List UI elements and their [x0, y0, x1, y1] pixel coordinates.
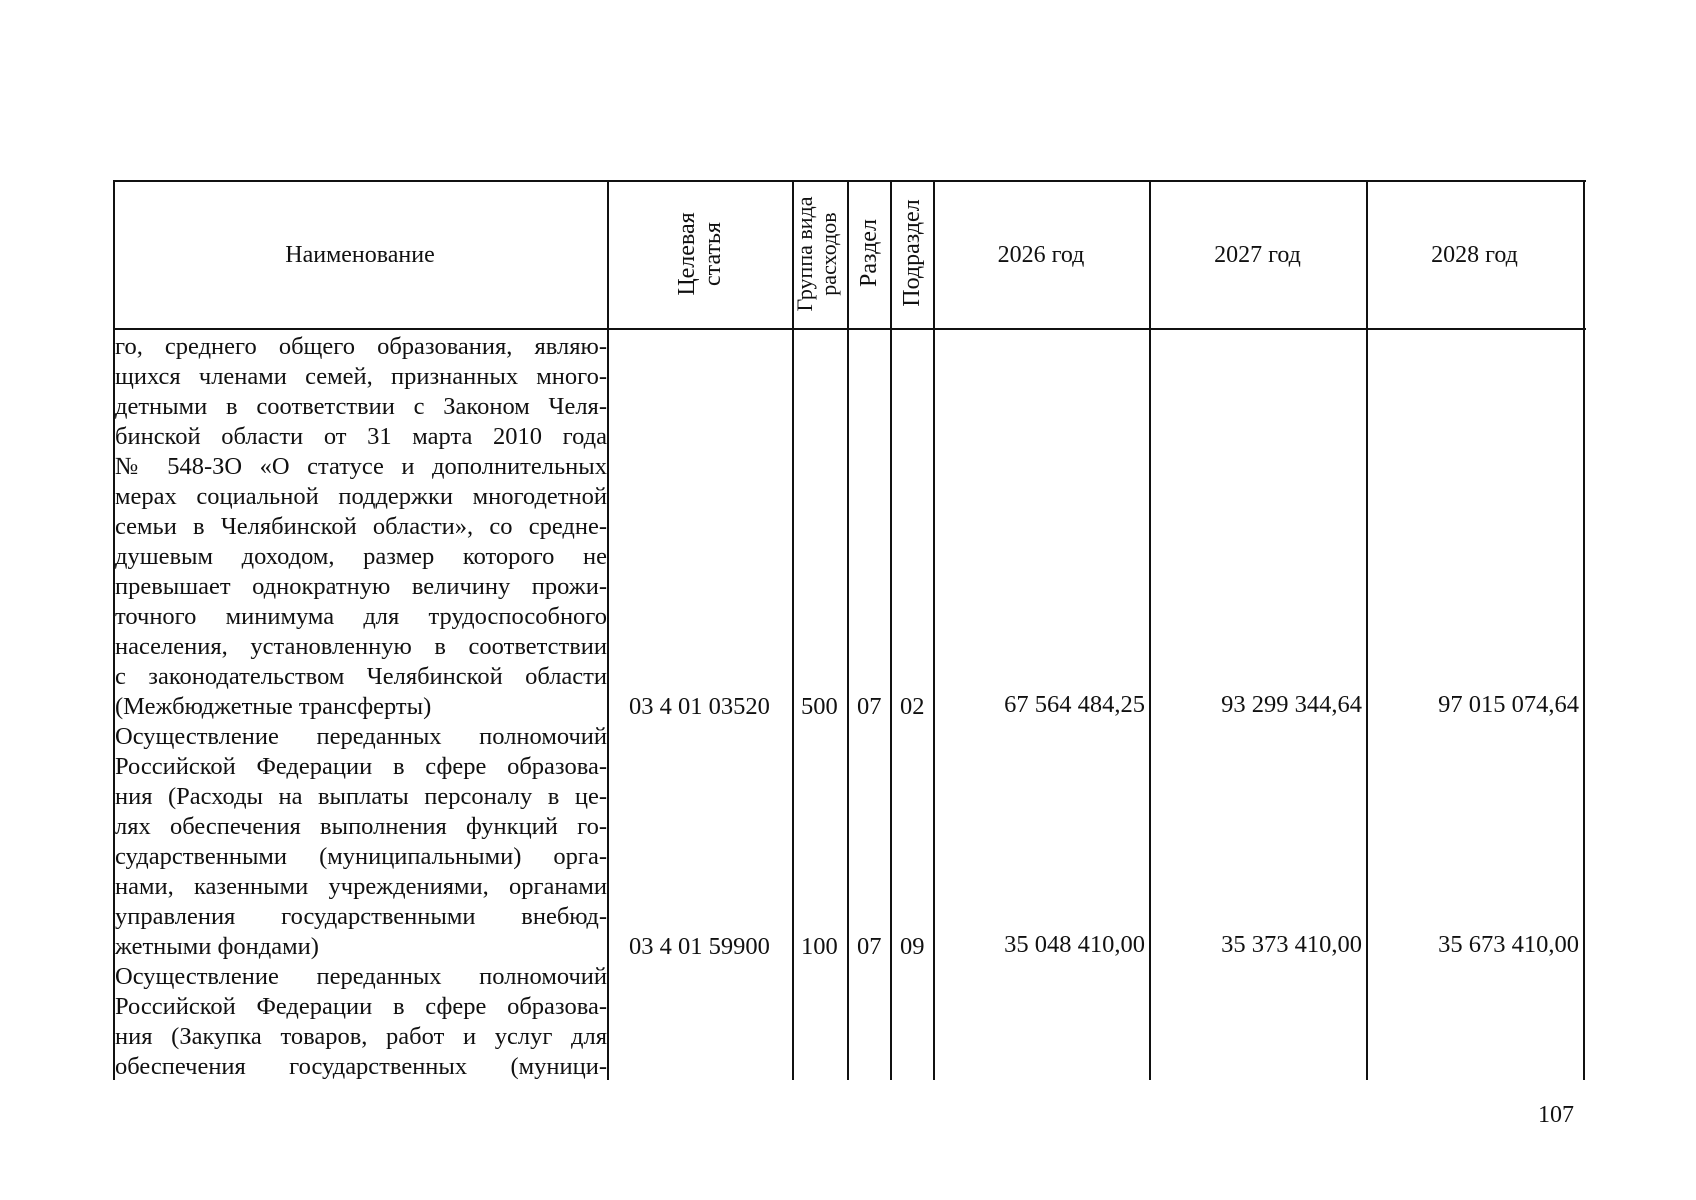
budget-table [113, 180, 1586, 1080]
row-3-name [115, 962, 607, 1082]
header-2027: 2027 год [1214, 242, 1301, 268]
row-1-line: точного минимума для трудоспособного [115, 603, 607, 630]
row-1-line: бинской области от 31 марта 2010 года [115, 423, 607, 450]
row-1-line: № 548-ЗО «О статусе и дополнительных [115, 453, 607, 480]
row-2-name [115, 722, 607, 962]
row-1-line: с законодательством Челябинской области [115, 663, 607, 690]
row-1-line: мерах социальной поддержки многодетной [115, 483, 607, 510]
row-2-line: Российской Федерации в сфере образова- [115, 753, 607, 780]
row-1-2026: 67 564 484,25 [1004, 691, 1145, 718]
row-2-2028: 35 673 410,00 [1438, 931, 1579, 958]
row-2-2026: 35 048 410,00 [1004, 931, 1145, 958]
row-1-group: 500 [801, 693, 838, 720]
row-2-line: ния (Расходы на выплаты персоналу в це- [115, 783, 607, 810]
page-number: 107 [1538, 1102, 1574, 1128]
header-section: Раздел [856, 219, 882, 287]
row-2-target: 03 4 01 59900 [629, 933, 770, 960]
header-2026: 2026 год [997, 242, 1085, 268]
row-2-line: нами, казенными учреждениями, органами [115, 873, 607, 900]
row-2-line: лях обеспечения выполнения функций го- [115, 813, 607, 840]
header-subsection: Подраздел [899, 199, 925, 307]
row-3-line: ния (Закупка товаров, работ и услуг для [115, 1023, 607, 1050]
row-3-line: Осуществление переданных полномочий [115, 963, 607, 990]
row-1-2028: 97 015 074,64 [1438, 691, 1579, 718]
row-1-line: го, среднего общего образования, являю- [115, 333, 607, 360]
header-name: Наименование [285, 242, 435, 268]
row-1-line: щихся членами семей, признанных много- [115, 363, 607, 390]
row-2-section: 07 [857, 933, 882, 960]
col-divider-section [890, 180, 892, 1080]
row-1-line: (Межбюджетные трансферты) [115, 693, 432, 720]
row-3-line: Российской Федерации в сфере образова- [115, 993, 607, 1020]
header-expense-group: Группа вида расходов [792, 196, 841, 312]
row-2-line: управления государственными внебюд- [115, 903, 607, 930]
row-1-name [115, 332, 607, 722]
row-2-2027: 35 373 410,00 [1221, 931, 1362, 958]
header-target-article: Целевая статья [674, 212, 726, 296]
row-1-section: 07 [857, 693, 882, 720]
row-1-subsection: 02 [900, 693, 925, 720]
row-1-line: детными в соответствии с Законом Челя- [115, 393, 607, 420]
col-divider-name [607, 180, 609, 1080]
row-3-line: обеспечения государственных (муници- [115, 1053, 607, 1080]
table-right-border [1583, 180, 1585, 1080]
row-2-line: жетными фондами) [115, 933, 319, 960]
row-2-subsection: 09 [900, 933, 925, 960]
col-divider-group [847, 180, 849, 1080]
row-2-line: Осуществление переданных полномочий [115, 723, 607, 750]
row-1-line: семьи в Челябинской области», со средне- [115, 513, 607, 540]
row-2-line: сударственными (муниципальными) орга- [115, 843, 607, 870]
row-1-2027: 93 299 344,64 [1221, 691, 1362, 718]
row-1-line: душевым доходом, размер которого не [115, 543, 607, 570]
row-1-line: превышает однократную величину прожи- [115, 573, 607, 600]
row-1-line: населения, установленную в соответствии [115, 633, 607, 660]
row-1-target: 03 4 01 03520 [629, 693, 770, 720]
header-2028: 2028 год [1431, 242, 1518, 268]
row-2-group: 100 [801, 933, 838, 960]
